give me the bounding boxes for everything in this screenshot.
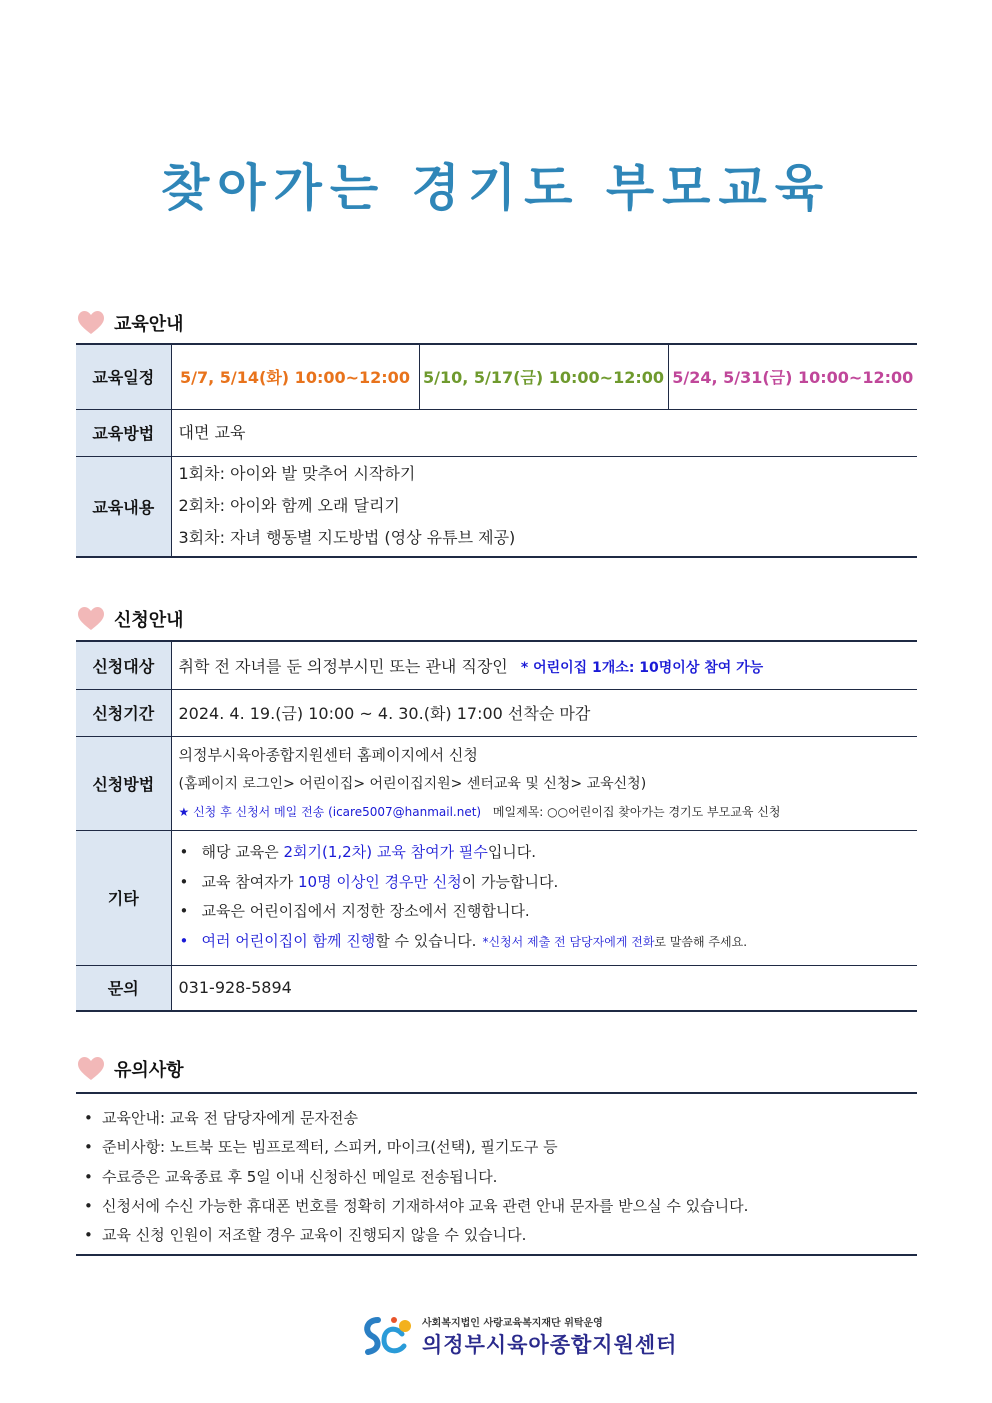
schedule-label: 교육일정 (76, 344, 171, 409)
section-title: 신청안내 (114, 610, 184, 631)
apply-method-path: (홈페이지 로그인> 어린이집> 어린이집지원> 센터교육 및 신청> 교육신청) (178, 775, 647, 792)
footer-org-name: 의정부시육아종합지원센터 (422, 1332, 678, 1357)
etc-text: 해당 교육은 (201, 843, 284, 861)
note-text: 신청서에 수신 가능한 휴대폰 번호를 정확히 기재하셔야 교육 관련 안내 문자를 받으실 수 있습니다. (102, 1196, 749, 1215)
apply-method-cell (171, 736, 917, 830)
content-list (171, 456, 917, 557)
note-item: • 수료증은 교육종료 후 5일 이내 신청하신 메일로 전송됩니다. (84, 1167, 498, 1186)
content-row (76, 456, 917, 557)
period-value: 2024. 4. 19.(금) 10:00 ~ 4. 30.(화) 17:00 선착순 마감 (171, 689, 917, 736)
etc-note: *신청서 제출 전 담당자에게 전화 (482, 934, 655, 949)
content-label: 교육내용 (76, 456, 171, 557)
target-cell (171, 641, 917, 689)
etc-list (171, 830, 917, 965)
etc-emphasis: 10명 이상인 경우만 신청 (297, 872, 462, 891)
footer-text (422, 1314, 677, 1359)
apply-method-line: 의정부시육아종합지원센터 홈페이지에서 신청 (178, 745, 478, 764)
section-header-application (78, 604, 184, 634)
period-label: 신청기간 (76, 689, 171, 736)
section-title: 유의사항 (114, 1060, 184, 1081)
apply-mail-line (179, 798, 911, 826)
etc-text: 입니다. (487, 843, 537, 861)
date-option-1: 5/7, 5/14(화) 10:00~12:00 (171, 344, 419, 409)
notes-list (76, 1092, 917, 1256)
etc-text: 이 가능합니다. (461, 872, 559, 891)
contact-value: 031-928-5894 (171, 965, 917, 1011)
etc-item: • 교육은 어린이집에서 지정한 장소에서 진행합니다. (179, 902, 530, 920)
content-item: 1회차: 아이와 발 맞추어 시작하기 (178, 464, 416, 484)
date-option-3: 5/24, 5/31(금) 10:00~12:00 (668, 344, 917, 409)
apply-method-label: 신청방법 (76, 736, 171, 830)
footer-subtitle: 사회복지법인 사랑교육복지재단 위탁운영 (422, 1317, 603, 1329)
page-title: 찾아가는 경기도 부모교육 (160, 159, 832, 217)
footer-logo (358, 1312, 677, 1360)
etc-emphasis: 2회기(1,2차) 교육 참여가 필수 (283, 843, 488, 861)
method-label: 교육방법 (76, 409, 171, 456)
content-item: 3회차: 자녀 행동별 지도방법 (영상 유튜브 제공) (178, 528, 516, 548)
contact-row (76, 965, 917, 1011)
note-text: 준비사항: 노트북 또는 빔프로젝터, 스피커, 마이크(선택), 필기도구 등 (102, 1138, 558, 1157)
etc-text: 교육 참여자가 (201, 872, 298, 891)
target-row (76, 641, 917, 689)
etc-emphasis: 여러 어린이집이 함께 진행 (201, 931, 376, 950)
section-header-notes (78, 1054, 184, 1084)
etc-note-tail: 로 말씀해 주세요. (654, 934, 748, 949)
education-table (76, 343, 917, 558)
etc-text: 교육은 어린이집에서 지정한 장소에서 진행합니다. (201, 902, 530, 920)
contact-label: 문의 (76, 965, 171, 1011)
application-table (76, 640, 917, 1012)
note-item: • 교육안내: 교육 전 담당자에게 문자전송 (84, 1109, 358, 1127)
etc-item: • 해당 교육은 2회기(1,2차) 교육 참여가 필수입니다. (179, 843, 537, 861)
period-row (76, 689, 917, 736)
heart-icon (78, 311, 104, 335)
apply-method-row (76, 736, 917, 830)
note-item: • 준비사항: 노트북 또는 빔프로젝터, 스피커, 마이크(선택), 필기도구 등 (84, 1138, 558, 1157)
etc-row (76, 830, 917, 965)
target-value: 취학 전 자녀를 둔 의정부시민 또는 관내 직장인 (178, 656, 508, 676)
note-text: 교육안내: 교육 전 담당자에게 문자전송 (102, 1109, 358, 1127)
target-note: * 어린이집 1개소: 10명이상 참여 가능 (520, 659, 764, 676)
organization-logo-icon (358, 1312, 418, 1360)
section-title: 교육안내 (114, 314, 184, 335)
method-value: 대면 교육 (171, 409, 917, 456)
apply-mail-subject: 메일제목: ○○어린이집 찾아가는 경기도 부모교육 신청 (492, 804, 781, 819)
note-item: • 신청서에 수신 가능한 휴대폰 번호를 정확히 기재하셔야 교육 관련 안내 문자를 받으실 수 있습니다. (84, 1196, 749, 1215)
target-label: 신청대상 (76, 641, 171, 689)
note-text: 교육 신청 인원이 저조할 경우 교육이 진행되지 않을 수 있습니다. (102, 1226, 527, 1245)
etc-text: 할 수 있습니다. (375, 931, 477, 950)
method-row (76, 409, 917, 456)
schedule-row (76, 344, 917, 409)
heart-icon (78, 1057, 104, 1081)
content-item: 2회차: 아이와 함께 오래 달리기 (178, 496, 400, 516)
date-option-2: 5/10, 5/17(금) 10:00~12:00 (419, 344, 668, 409)
section-header-education (78, 308, 184, 338)
apply-mail-instruction: ★ 신청 후 신청서 메일 전송 (icare5007@hanmail.net) (178, 804, 482, 819)
note-item: • 교육 신청 인원이 저조할 경우 교육이 진행되지 않을 수 있습니다. (84, 1226, 527, 1245)
etc-item: • 교육 참여자가 10명 이상인 경우만 신청이 가능합니다. (179, 872, 559, 891)
etc-label: 기타 (76, 830, 171, 965)
etc-item: • 여러 어린이집이 함께 진행할 수 있습니다. *신청서 제출 전 담당자에게 전화로 말씀해 주세요. (179, 931, 748, 950)
note-text: 수료증은 교육종료 후 5일 이내 신청하신 메일로 전송됩니다. (102, 1167, 498, 1186)
heart-icon (78, 607, 104, 631)
